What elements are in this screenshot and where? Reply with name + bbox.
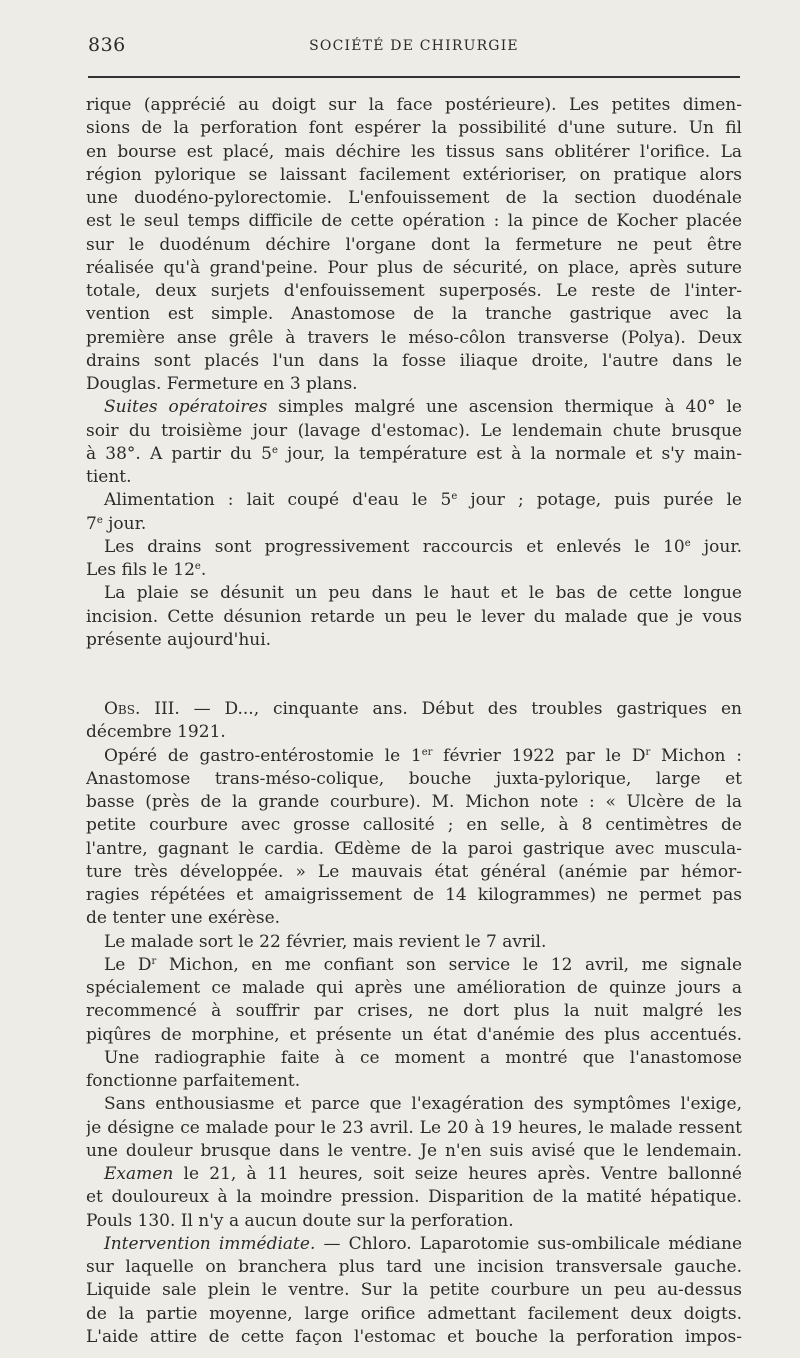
text-line: spécialement ce malade qui après une amélioration de quinze jours a <box>86 978 742 998</box>
text-line: vention est simple. Anastomose de la tranche gastrique avec la <box>86 304 742 325</box>
text-line: ragies répétées et amaigrissement de 14 kilogrammes) ne permet pas <box>86 885 742 905</box>
observation-label: Obs. III. <box>104 699 180 719</box>
text-line: Douglas. Fermeture en 3 plans. <box>86 374 358 394</box>
text-line: incision. Cette désunion retarde un peu le lever du malade que je vous <box>86 606 742 627</box>
running-head <box>88 30 740 58</box>
text-line: Obs. III. — D..., cinquante ans. Début des troubles gastriques en <box>104 699 742 719</box>
italic-heading-suites: Suites opératoires <box>104 397 268 418</box>
text-line: Opéré de gastro-entérostomie le 1er février 1922 par le $D^r$ Michon : <box>104 745 742 766</box>
text-line: Anastomose trans-méso-colique, bouche juxta-pylorique, large et <box>86 768 742 789</box>
text-line: Intervention immédiate. — Chloro. Laparotomie sus-ombilicale médiane <box>104 1233 742 1254</box>
superscript: e <box>96 514 103 526</box>
text-line: tient. <box>86 467 132 487</box>
italic-heading-intervention: Intervention immédiate. <box>104 1233 316 1254</box>
text-line: sur le duodénum déchire l'organe dont la fermeture ne peut être <box>86 234 742 255</box>
text-line: Le malade sort le 22 février, mais revient le 7 avril. <box>104 931 547 952</box>
text-line: soir du troisième jour (lavage d'estomac). Le lendemain chute brusque <box>86 420 742 441</box>
superscript: e <box>271 444 278 456</box>
text-line: sur laquelle on branchera plus tard une incision transversale gauche. <box>86 1257 742 1277</box>
text-line: Les drains sont progressivement raccourcis et enlevés le 10e jour. <box>104 536 742 557</box>
text-line: petite courbure avec grosse callosité ; en selle, à 8 centimètres de <box>86 815 742 836</box>
text-line: Le $D^r$ Michon, en me confiant son service le 12 avril, me signale <box>104 954 742 975</box>
text-line: sions de la perforation font espérer la possibilité d'une suture. Un fil <box>86 118 742 139</box>
text-line: l'antre, gagnant le cardia. Œdème de la paroi gastrique avec muscula- <box>86 838 742 859</box>
text-line: Pouls 130. Il n'y a aucun doute sur la perforation. <box>86 1210 514 1231</box>
text-line: recommencé à souffrir par crises, ne dort plus la nuit malgré les <box>86 1001 742 1022</box>
text-line: Suites opératoires simples malgré une ascension thermique à 40° le <box>104 397 742 418</box>
superscript: r <box>645 746 651 758</box>
text-line: Une radiographie faite à ce moment a montré que l'anastomose <box>104 1047 742 1068</box>
text-line: rique (apprécié au doigt sur la face postérieure). Les petites dimen- <box>86 95 742 115</box>
superscript: e <box>194 561 201 572</box>
superscript: er <box>421 746 433 758</box>
text-line: en bourse est placé, mais déchire les tissus sans oblitérer l'orifice. La <box>86 141 742 162</box>
text-line: une douleur brusque dans le ventre. Je n'en suis avisé que le lendemain. <box>86 1140 742 1161</box>
text-line: décembre 1921. <box>86 722 226 743</box>
text-line: présente aujourd'hui. <box>86 629 272 650</box>
text-line: première anse grêle à travers le méso-côlon transverse (Polya). Deux <box>86 327 742 348</box>
text-line: est le seul temps difficile de cette opération : la pince de Kocher placée <box>86 211 742 232</box>
body-text <box>86 94 742 1349</box>
text-line: de la partie moyenne, large orifice admettant facilement deux doigts. <box>86 1303 742 1324</box>
text-line: Liquide sale plein le ventre. Sur la petite courbure un peu au-dessus <box>86 1280 742 1301</box>
text-line: une duodéno-pylorectomie. L'enfouissement de la section duodénale <box>86 188 742 208</box>
text-line: Sans enthousiasme et parce que l'exagération des symptômes l'exige, <box>104 1094 742 1115</box>
text-line: piqûres de morphine, et présente un état d'anémie des plus accentués. <box>86 1024 742 1045</box>
text-line: de tenter une exérèse. <box>86 908 281 929</box>
text-line: 7e jour. <box>86 513 147 534</box>
text-line: Alimentation : lait coupé d'eau le 5e jour ; potage, puis purée le <box>104 490 742 511</box>
text-line: basse (près de la grande courbure). M. Michon note : « Ulcère de la <box>86 792 742 812</box>
superscript: e <box>684 537 691 549</box>
text-line: L'aide attire de cette façon l'estomac et bouche la perforation impos- <box>86 1326 742 1347</box>
text-line: région pylorique se laissant facilement extérioriser, on pratique alors <box>86 164 742 185</box>
journal-title: SOCIÉTÉ DE CHIRURGIE <box>309 38 519 54</box>
text-line: drains sont placés l'un dans la fosse iliaque droite, l'autre dans le <box>86 350 742 371</box>
text-line: je désigne ce malade pour le 23 avril. Le 20 à 19 heures, le malade ressent <box>86 1117 742 1138</box>
section-gap <box>86 652 742 698</box>
text-line: à 38°. A partir du 5e jour, la température est à la normale et s'y main- <box>86 443 742 464</box>
superscript: e <box>451 491 458 503</box>
header-rule <box>88 76 740 78</box>
superscript: r <box>151 955 157 967</box>
text-line: Examen le 21, à 11 heures, soit seize heures après. Ventre ballonné <box>104 1164 742 1184</box>
italic-heading-examen: Examen <box>104 1164 174 1184</box>
text-line: fonctionne parfaitement. <box>86 1071 301 1091</box>
text-line: La plaie se désunit un peu dans le haut et le bas de cette longue <box>104 583 742 604</box>
text-line: ture très développée. » Le mauvais état général (anémie par hémor- <box>86 861 742 882</box>
text-line: totale, deux surjets d'enfouissement superposés. Le reste de l'inter- <box>86 281 742 301</box>
text-line: et douloureux à la moindre pression. Disparition de la matité hépatique. <box>86 1187 742 1208</box>
text-line: réalisée qu'à grand'peine. Pour plus de sécurité, on place, après suture <box>86 257 742 278</box>
page-number: 836 <box>88 34 126 56</box>
text-line: Les fils le 12e. <box>86 560 207 580</box>
